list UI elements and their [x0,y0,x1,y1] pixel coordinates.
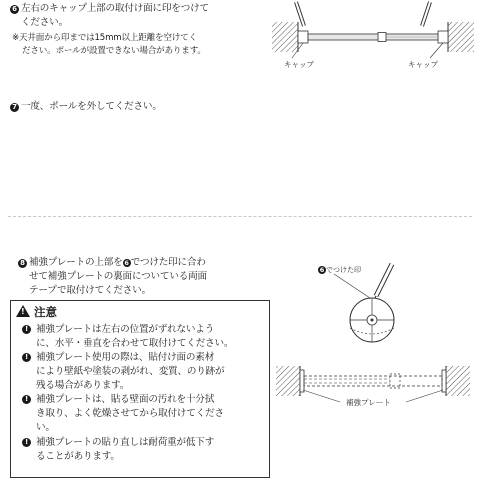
left-cap [298,31,308,43]
step6-note-line2: ださい。ポールが設置できない場合があります。 [22,45,206,56]
right-wall [448,22,474,52]
caution-item [22,393,266,435]
caution-item-1-line1: 補強プレートは左右の位置がずれないよう [36,324,215,335]
step7-text: 一度、ポールを外してください。 [21,101,162,112]
marker-ref-badge: 6 [319,266,325,274]
left-plate [300,370,304,392]
right-cap [438,31,448,43]
section-divider [8,216,472,217]
step8-badge: 8 [18,259,27,268]
step6-note [12,32,274,57]
step7-badge: 7 [10,103,19,112]
right-plate [442,370,446,392]
caution-item-4-line2: ることがあります。 [36,451,120,462]
caution-title [16,305,57,319]
plate-label: 補強プレート [346,398,391,407]
caution-title-text: 注意 [34,305,57,319]
step8-instruction [18,256,280,298]
cap-label-left: キャップ [284,60,314,69]
pole-outline [304,376,442,386]
exclamation-icon: ! [22,438,31,447]
step8-line1-b: でつけた印に合わ [130,257,206,268]
caution-item-2-line3: 残る場合があります。 [36,380,130,391]
step6-note-line1: ※天井面から印までは15mm以上距離を空けてく [12,33,197,43]
step6-line1: 左右のキャップ上部の取付け面に印をつけて [21,3,209,14]
step8-ref-badge: 6 [124,259,129,267]
caution-item-1-line2: に、水平・垂直を合わせて取付けてください。 [36,338,234,349]
caution-item-4-line1: 補強プレートの貼り直しは耐荷重が低下す [36,437,215,448]
right-wall [446,366,470,396]
step6-badge: 6 [10,5,19,14]
caution-item [22,323,266,351]
step7-instruction [10,100,272,114]
step8-line1-a: 補強プレートの上部を [29,257,123,268]
left-wall [272,22,298,52]
step6-line2: ください。 [21,17,68,28]
exclamation-icon: ! [22,353,31,362]
step6-instruction [10,2,272,30]
warning-icon [16,305,30,317]
left-wall [276,366,300,396]
marker-pen [374,264,392,300]
right-marker-pen [422,2,430,26]
marker-text: でつけた印 [326,266,361,274]
exclamation-icon: ! [22,325,31,334]
caution-item-2-line1: 補強プレート使用の際は、貼付け面の素材 [36,352,215,363]
caution-item-3-line1: 補強プレートは、貼る壁面の汚れを十分拭 [36,394,215,405]
marker-label [318,266,361,275]
caution-item [22,436,266,464]
exclamation-icon: ! [22,395,31,404]
caution-item-3-line3: い。 [36,422,55,433]
step8-line3: テープで取付けてください。 [29,285,151,296]
caution-item-3-line2: き取り、よく乾燥させてから取付けてくださ [36,408,224,419]
step8-line2: せて補強プレートの裏面についている両面 [29,271,207,282]
pole-plate-diagram [270,362,480,422]
caution-item-2-line2: により壁紙や塗装の剥がれ、変質、のり跡が [36,366,225,377]
plate-mark-diagram [300,262,480,362]
caution-item [22,351,266,393]
cap-label-right: キャップ [408,60,438,69]
